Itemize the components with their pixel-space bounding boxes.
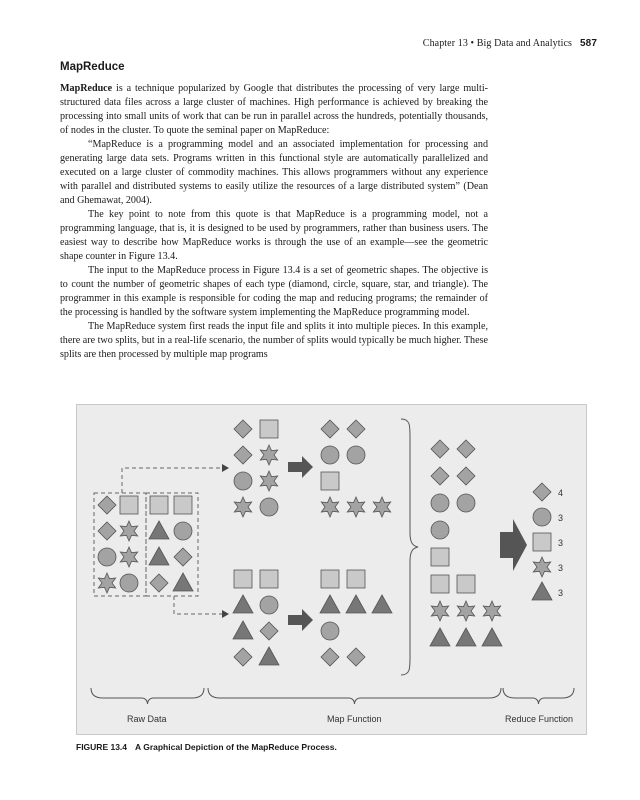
map-arrow-top <box>288 456 313 478</box>
diamond-icon <box>431 440 449 458</box>
square-icon <box>260 420 278 438</box>
star-icon <box>483 601 500 621</box>
star-icon <box>533 557 550 577</box>
circle-icon <box>533 508 551 526</box>
circle-icon <box>457 494 475 512</box>
raw-data-label: Raw Data <box>127 714 167 724</box>
square-icon <box>431 575 449 593</box>
triangle-icon <box>482 628 502 646</box>
square-icon <box>431 548 449 566</box>
star-icon <box>373 497 390 517</box>
circle-icon <box>260 498 278 516</box>
circle-icon <box>431 521 449 539</box>
connector-bottom <box>174 596 222 614</box>
circle-icon <box>234 472 252 490</box>
raw-data-brace <box>91 688 204 704</box>
square-icon <box>260 570 278 588</box>
count-triangle: 3 <box>558 588 564 598</box>
square-icon <box>120 496 138 514</box>
diamond-icon <box>321 420 339 438</box>
circle-icon <box>321 446 339 464</box>
page-number: 587 <box>580 38 597 49</box>
diamond-icon <box>321 648 339 666</box>
diamond-icon <box>150 574 168 592</box>
circle-icon <box>98 548 116 566</box>
star-icon <box>98 573 115 593</box>
star-icon <box>260 471 277 491</box>
connector-top <box>122 468 222 493</box>
square-icon <box>321 570 339 588</box>
square-icon <box>234 570 252 588</box>
diamond-icon <box>431 467 449 485</box>
triangle-icon <box>149 521 169 539</box>
reduce-function-label: Reduce Function <box>505 714 574 724</box>
figure-diagram <box>77 405 586 734</box>
caption-label: FIGURE 13.4 <box>76 742 128 752</box>
star-icon <box>347 497 364 517</box>
diamond-icon <box>457 467 475 485</box>
reduce-function-brace <box>503 688 574 704</box>
map-arrow-bottom <box>288 609 313 631</box>
triangle-icon <box>320 595 340 613</box>
diamond-icon <box>234 446 252 464</box>
reduce-arrow <box>500 519 527 571</box>
paragraph-quote: “MapReduce is a programming model and an associated implementation for processing and generating large data sets. Programs written in this functional style are automatically parallelized and executed on a large cluster of commodity machines. This allows programmers without any experience with parallel and distributed systems to easily utilize the resources of a large distributed system” (Dean and Ghemawat, 2004). <box>60 139 488 206</box>
star-icon <box>120 547 137 567</box>
circle-icon <box>347 446 365 464</box>
paragraph-5: The MapReduce system first reads the input file and splits it into multiple pieces. In this example, there are two splits, but in a real-life scenario, the number of splits would typically be much higher. These splits are then processed by multiple map programs <box>60 321 488 360</box>
running-header <box>423 38 597 49</box>
section-title: MapReduce <box>60 61 125 73</box>
count-star: 3 <box>558 563 564 573</box>
triangle-icon <box>233 621 253 639</box>
connector-bottom-arrowhead <box>222 610 229 618</box>
star-icon <box>260 445 277 465</box>
count-circle: 3 <box>558 513 564 523</box>
circle-icon <box>120 574 138 592</box>
figure-caption <box>76 742 337 752</box>
square-icon <box>174 496 192 514</box>
map-function-brace <box>208 688 501 704</box>
diamond-icon <box>260 622 278 640</box>
diamond-icon <box>234 420 252 438</box>
paragraph-1-text: is a technique popularized by Google that distributes the processing of very large multi-structured data files across a large cluster of machines. High performance is achieved by breaking the processing into small units of work that can be run in parallel across the hundreds, potentially thousands, of nodes in the cluster. To quote the seminal paper on MapReduce: <box>60 83 488 136</box>
circle-icon <box>321 622 339 640</box>
caption-title: A Graphical Depiction of the MapReduce Process. <box>135 742 337 752</box>
triangle-icon <box>430 628 450 646</box>
chapter-title: Chapter 13 • Big Data and Analytics <box>422 38 572 49</box>
circle-icon <box>431 494 449 512</box>
star-icon <box>321 497 338 517</box>
triangle-icon <box>173 573 193 591</box>
triangle-icon <box>372 595 392 613</box>
square-icon <box>533 533 551 551</box>
square-icon <box>457 575 475 593</box>
diamond-icon <box>457 440 475 458</box>
paragraph-4: The input to the MapReduce process in Figure 13.4 is a set of geometric shapes. The objective is to count the number of geometric shapes of each type (diamond, circle, square, star, and triangle). The programmer in this example is responsible for coding the map and reducing programs; the remainder of the processing is handled by the software system implementing the MapReduce programming model. <box>60 265 488 318</box>
count-square: 3 <box>558 538 564 548</box>
triangle-icon <box>346 595 366 613</box>
circle-icon <box>260 596 278 614</box>
paragraph-1 <box>60 82 488 138</box>
diamond-icon <box>98 496 116 514</box>
count-diamond: 4 <box>558 488 564 498</box>
diamond-icon <box>533 483 551 501</box>
star-icon <box>120 521 137 541</box>
diamond-icon <box>174 548 192 566</box>
triangle-icon <box>233 595 253 613</box>
triangle-icon <box>149 547 169 565</box>
diamond-icon <box>347 648 365 666</box>
triangle-icon <box>532 582 552 600</box>
square-icon <box>347 570 365 588</box>
diamond-icon <box>98 522 116 540</box>
paragraph-3: The key point to note from this quote is that MapReduce is a programming model, not a programming language, that is, it is designed to be used by programmers, rather than business users. The easiest way to describe how MapReduce works is through the use of an example—see the geometric shape counter in Figure 13.4. <box>60 209 488 262</box>
map-function-label: Map Function <box>327 714 382 724</box>
mapreduce-figure <box>76 404 587 735</box>
diamond-icon <box>347 420 365 438</box>
connector-top-arrowhead <box>222 464 229 472</box>
star-icon <box>234 497 251 517</box>
diamond-icon <box>234 648 252 666</box>
square-icon <box>321 472 339 490</box>
star-icon <box>457 601 474 621</box>
square-icon <box>150 496 168 514</box>
triangle-icon <box>456 628 476 646</box>
body-text <box>60 82 488 362</box>
group-brace <box>401 419 418 675</box>
star-icon <box>431 601 448 621</box>
term-mapreduce: MapReduce <box>60 83 113 94</box>
circle-icon <box>174 522 192 540</box>
triangle-icon <box>259 647 279 665</box>
